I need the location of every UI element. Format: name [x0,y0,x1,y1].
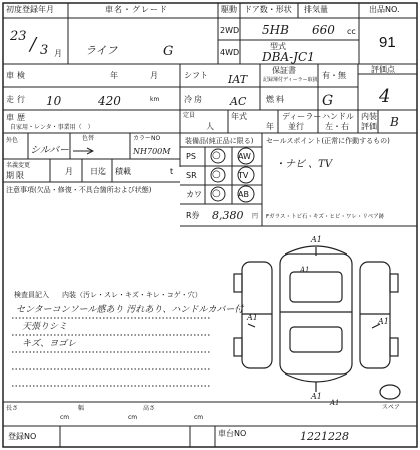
recycle-fee-label: R券 [186,211,200,220]
damage-mark-roof: A1 [300,266,310,274]
inspector-line3: キズ、ヨゴレ [22,339,77,349]
reg-no-label: 登録NO [8,432,37,441]
warranty-sub: 記録簿付ディーラー取扱 [263,77,318,83]
length-label: 長さ [6,405,19,412]
sales-point-label: セールスポイント(正常に作動するもの) [266,137,390,145]
handle-label: ハンドル [322,112,354,121]
deadline-month-unit: 月 [65,167,73,176]
model-type-label: 型式 [270,42,286,51]
year-model-label: 年式 [231,112,247,121]
month-unit: 月 [54,49,62,58]
cc-unit: cc [347,27,356,36]
warranty-options: 有・無 [322,71,346,80]
capacity-label: 定員 [183,112,196,119]
interior-value: B [390,115,399,129]
dealer-label: ディーラー [282,112,322,121]
ac-label: 冷房 [184,95,204,104]
damage-mark-bumper: A1 [330,399,340,407]
warranty-label: 保証書 [272,66,296,75]
fuel-value: G [322,93,334,109]
exhibit-no-label: 出品NO. [369,5,400,14]
height-label: 高さ [143,405,156,412]
displacement-label: 排気量 [304,5,328,14]
cc-value: 660 [312,23,335,37]
first-registration-label: 初度登録年月 [6,5,54,14]
equip-sr-value: ○ [212,169,221,180]
equip-leather-code: カワ [186,190,202,199]
spare-label: スペア [382,404,401,411]
equip-ps-value: ○ [212,150,221,161]
deadline-day-label: 日迄 [90,167,106,176]
sales-point-value: ・ナビ 、TV [275,159,333,170]
interior-label: 内装 [361,112,377,121]
replace-color-label: 色替 [82,135,95,142]
inspection-label: 車検 [6,71,28,80]
outer-color-label: 外色 [6,137,19,144]
chassis-no-value: 1221228 [300,430,349,443]
color-value: シルバー [30,145,70,156]
inspector-label: 検査員記入 [14,291,49,299]
length-unit: cm [60,414,70,421]
name-change-label: 名義変更 [6,162,31,169]
chassis-no-label: 車台NO [218,429,247,438]
inspector-line1: センターコンソール感あり 汚れあり、ハンドルカバー付 [16,305,244,315]
color-no-label: カラーNO [133,135,161,142]
history-label: 車歴 [6,113,28,122]
doors-value: 5HB [262,23,289,37]
loading-unit: t [170,167,174,176]
equipment-label: 装備品(純正品に限る) [185,137,254,145]
month-value: 3 [40,43,49,58]
inspector-line2: 天張りシミ [22,322,68,332]
date-slash: / [30,34,37,55]
width-unit: cm [128,414,138,421]
drive-2wd: 2WD [220,26,240,35]
deadline-label: 期限 [6,171,26,180]
eval-value: 4 [379,86,391,107]
glass-legend: Fガラス・トビ石・キズ・ヒビ・ワレ・リペア跡 [266,214,385,220]
shift-label: シフト [184,71,208,80]
inspection-month-unit: 月 [150,71,158,80]
grade-value: G [163,44,174,59]
inspector-options: 内装（汚レ・スレ・キズ・キレ・コゲ・穴） [62,291,202,299]
doors-shape-label: ドア数・形状 [244,5,292,14]
interior-sub: 評価 [361,122,377,131]
model-value: DBA-JC1 [262,50,315,64]
eval-label: 評価点 [371,65,395,74]
drive-label: 駆動 [221,5,237,14]
equip-ab-code: AB [238,190,249,199]
drive-4wd: 4WD [220,48,240,57]
fuel-label: 燃料 [266,95,286,104]
mileage-label: 走行 [6,95,28,104]
year-model-sub: 年 [266,122,274,131]
damage-mark-right: A1 [378,317,389,326]
name-grade-label: 車名・グレード [105,5,168,14]
caution-label: 注意事項(欠品・修復・不具合箇所および状態) [6,186,152,194]
ac-value: AC [230,95,247,108]
damage-mark-left: A1 [247,313,258,322]
equip-leather-value: ○ [212,188,221,199]
height-unit: cm [194,414,204,421]
arrow-icon [72,147,94,155]
mileage-value: 10 [46,94,62,108]
handle-options: 左・右 [325,122,349,131]
year-value: 23 [10,29,27,44]
capacity-unit: 人 [206,122,214,131]
car-name-value: ライフ [85,44,118,57]
width-label: 幅 [78,405,85,412]
loading-label: 積載 [115,167,131,176]
dealer-sub: 並行 [288,122,304,131]
color-no-value: NH700M [133,147,171,156]
equipment-circles [205,147,262,204]
mileage-value2: 420 [98,94,121,108]
damage-mark-rear: A1 [311,392,322,401]
equip-ps-code: PS [186,152,196,161]
history-sub: 自家用・レンタ・事業用（ ） [10,124,94,131]
exhibit-no-value: 91 [379,34,396,51]
inspection-year-unit: 年 [110,71,118,80]
recycle-fee-value: 8,380 [212,209,244,222]
equip-aw-code: AW [238,152,251,161]
equip-tv-code: TV [238,171,249,180]
recycle-fee-unit: 円 [252,213,259,220]
shift-value: IAT [228,73,248,86]
mileage-unit: km [150,96,160,103]
damage-mark-front: A1 [311,235,322,244]
equip-sr-code: SR [186,171,197,180]
